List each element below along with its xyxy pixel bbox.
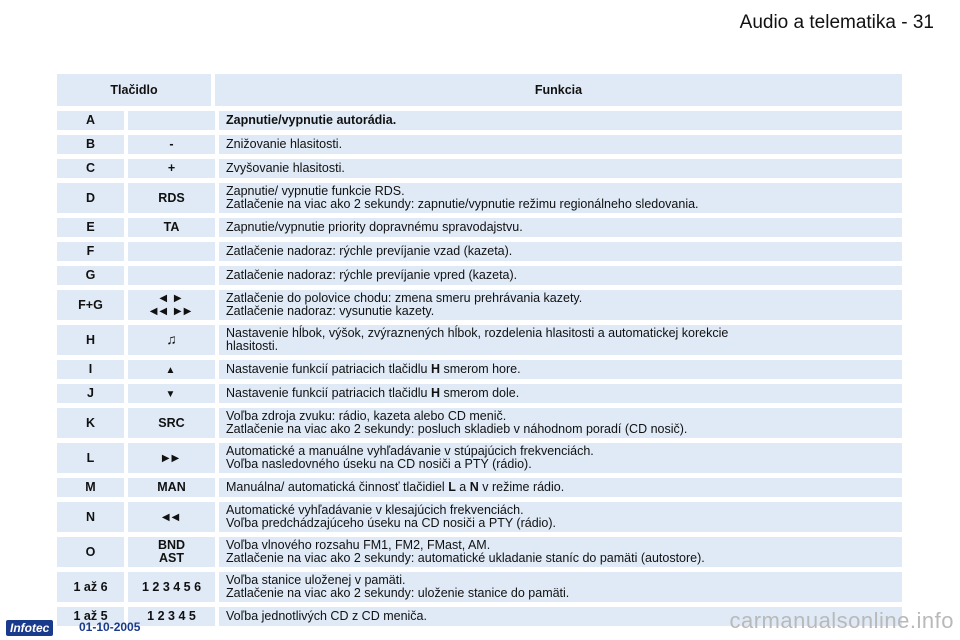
key-letter: M: [57, 478, 124, 497]
function-desc: Zatlačenie nadoraz: rýchle prevíjanie vpred (kazeta).: [215, 266, 902, 285]
key-symbol: 1 2 3 4 5 6: [124, 572, 215, 602]
table-row: [57, 135, 902, 154]
key-letter: D: [57, 183, 124, 213]
key-letter: J: [57, 384, 124, 403]
key-symbol: [124, 266, 215, 285]
function-desc: Manuálna/ automatická činnosť tlačidiel L a N v režime rádio.: [215, 478, 902, 497]
music-note-icon: ♫: [166, 331, 177, 347]
table-row: [57, 183, 902, 213]
table-row: [57, 384, 902, 403]
function-desc: Nastavenie funkcií patriacich tlačidlu H smerom dole.: [215, 384, 902, 403]
key-letter: A: [57, 111, 124, 130]
arrow-up-icon: ▲: [165, 364, 178, 376]
arrow-down-icon: ▼: [165, 388, 178, 400]
table-row: [57, 242, 902, 261]
function-desc: Zatlačenie nadoraz: rýchle prevíjanie vzad (kazeta).: [215, 242, 902, 261]
function-desc: Zapnutie/ vypnutie funkcie RDS. Zatlačenie na viac ako 2 sekundy: zapnutie/vypnutie režimu regionálneho sledovania.: [215, 183, 902, 213]
function-table: [57, 69, 902, 631]
key-letter: E: [57, 218, 124, 237]
key-symbol: 1 2 3 4 5: [124, 607, 215, 626]
function-desc: Voľba vlnového rozsahu FM1, FM2, FMast, AM. Zatlačenie na viac ako 2 sekundy: automatické ukladanie staníc do pamäti (autostore).: [215, 537, 902, 567]
key-symbol: +: [124, 159, 215, 178]
table-row: [57, 159, 902, 178]
table-row: [57, 443, 902, 473]
key-symbol: [124, 360, 215, 379]
function-desc: Voľba stanice uloženej v pamäti. Zatlačenie na viac ako 2 sekundy: uloženie stanice do pamäti.: [215, 572, 902, 602]
page-title: Audio a telematika - 31: [739, 12, 934, 33]
key-symbol: TA: [124, 218, 215, 237]
table-row: [57, 478, 902, 497]
key-symbol: [124, 502, 215, 532]
table-row: [57, 408, 902, 438]
table-row: [57, 290, 902, 320]
function-desc: Nastavenie hĺbok, výšok, zvýraznených hĺbok, rozdelenia hlasitosti a automatickej korekcie hlasitosti.: [215, 325, 902, 355]
key-symbol: [124, 443, 215, 473]
function-desc: Nastavenie funkcií patriacich tlačidlu H smerom hore.: [215, 360, 902, 379]
header-function: Funkcia: [215, 74, 902, 106]
infotec-logo: Infotec: [6, 620, 53, 636]
seek-forward-icon: ▶▶: [161, 453, 182, 464]
key-letter: F+G: [57, 290, 124, 320]
key-symbol: [124, 111, 215, 130]
table-row: [57, 572, 902, 602]
function-desc: Zatlačenie do polovice chodu: zmena smeru prehrávania kazety. Zatlačenie nadoraz: vysunutie kazety.: [215, 290, 902, 320]
key-symbol: [124, 290, 215, 320]
key-letter: 1 až 6: [57, 572, 124, 602]
function-desc: Znižovanie hlasitosti.: [215, 135, 902, 154]
table-row: [57, 502, 902, 532]
key-letter: F: [57, 242, 124, 261]
watermark: carmanualsonline.info: [729, 608, 954, 633]
key-symbol: MAN: [124, 478, 215, 497]
table-row: [57, 111, 902, 130]
table-row: [57, 537, 902, 567]
function-desc: Automatické a manuálne vyhľadávanie v stúpajúcich frekvenciách. Voľba nasledovného úseku na CD nosiči a PTY (rádio).: [215, 443, 902, 473]
function-desc: Voľba zdroja zvuku: rádio, kazeta alebo CD menič. Zatlačenie na viac ako 2 sekundy: posluch skladieb v náhodnom poradí (CD nosič).: [215, 408, 902, 438]
key-symbol: RDS: [124, 183, 215, 213]
key-letter: N: [57, 502, 124, 532]
key-letter: O: [57, 537, 124, 567]
rewind-forward-icon: ◀ ▶: [159, 293, 184, 304]
key-symbol: SRC: [124, 408, 215, 438]
key-letter: G: [57, 266, 124, 285]
key-letter: H: [57, 325, 124, 355]
key-letter: B: [57, 135, 124, 154]
table-row: [57, 218, 902, 237]
fast-rewind-forward-icon: ◀◀ ▶▶: [149, 306, 194, 317]
header-key: Tlačidlo: [57, 74, 215, 106]
function-desc: Zapnutie/vypnutie priority dopravnému spravodajstvu.: [215, 218, 902, 237]
table-row: [57, 266, 902, 285]
key-symbol: [124, 325, 215, 355]
function-desc: Zvyšovanie hlasitosti.: [215, 159, 902, 178]
key-symbol: [124, 384, 215, 403]
table-header-row: [57, 74, 902, 106]
key-letter: K: [57, 408, 124, 438]
key-letter: I: [57, 360, 124, 379]
key-letter: L: [57, 443, 124, 473]
key-letter: C: [57, 159, 124, 178]
key-letter: 1 až 5: [57, 607, 124, 626]
seek-backward-icon: ◀◀: [161, 512, 182, 523]
function-desc: Voľba jednotlivých CD z CD meniča.: [215, 607, 902, 626]
table-row: [57, 325, 902, 355]
function-desc: Zapnutie/vypnutie autorádia.: [215, 111, 902, 130]
key-symbol: BND AST: [124, 537, 215, 567]
footer-date: 01-10-2005: [79, 620, 141, 634]
table-row: [57, 360, 902, 379]
key-symbol: [124, 242, 215, 261]
key-symbol: -: [124, 135, 215, 154]
function-desc: Automatické vyhľadávanie v klesajúcich frekvenciách. Voľba predchádzajúceho úseku na CD nosiči a PTY (rádio).: [215, 502, 902, 532]
